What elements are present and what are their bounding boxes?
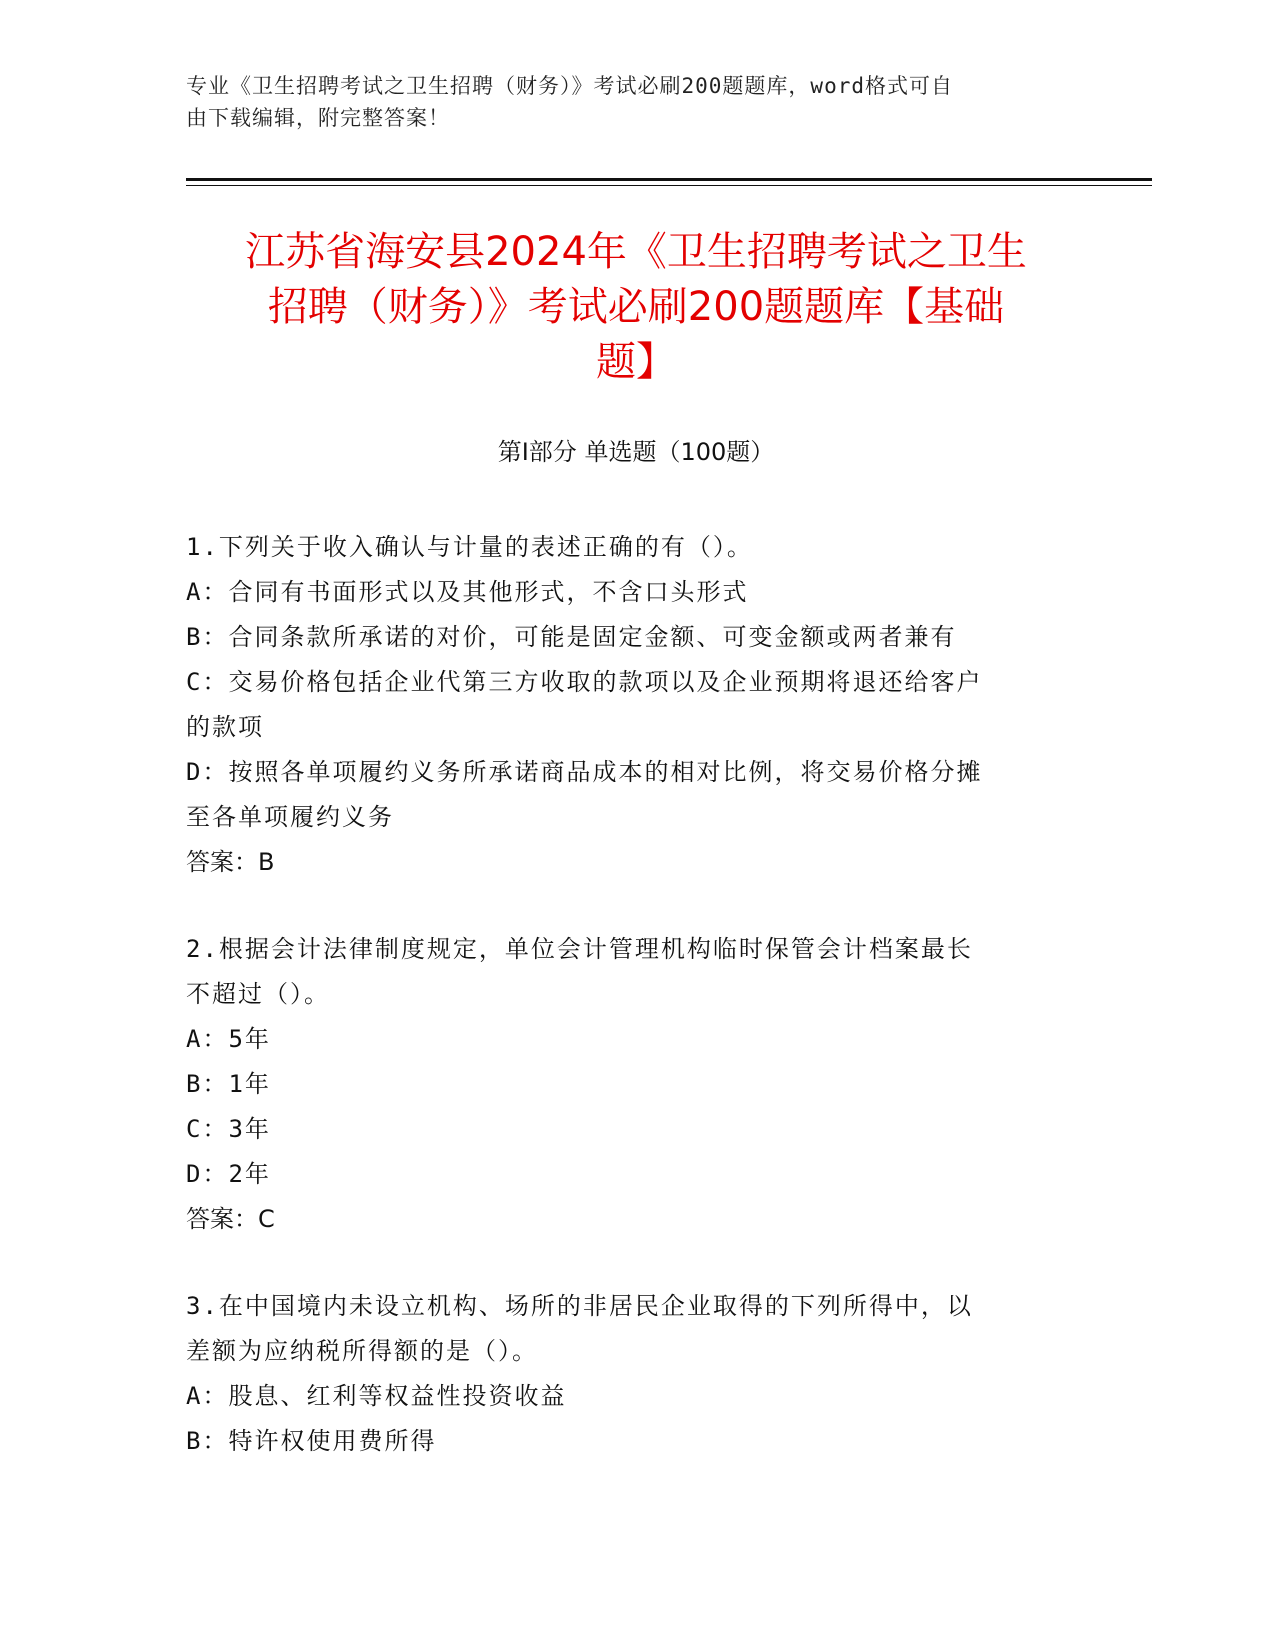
option-b: B：1年 (186, 1070, 271, 1098)
option-c-continued: 的款项 (186, 713, 264, 741)
question-item (186, 927, 1086, 1242)
header-line-1: 专业《卫生招聘考试之卫生招聘（财务）》考试必刷200题题库，word格式可自 (186, 74, 953, 98)
option-a: A：5年 (186, 1025, 271, 1053)
title-line-2: 招聘（财务）》考试必刷200题题库【基础 (267, 284, 1005, 330)
header-rule-thick (186, 178, 1152, 181)
option-d: D：2年 (186, 1160, 271, 1188)
question-stem: 1.下列关于收入确认与计量的表述正确的有（）。 (186, 533, 753, 561)
option-d: D：按照各单项履约义务所承诺商品成本的相对比例，将交易价格分摊 (186, 758, 983, 786)
answer: 答案：B (186, 848, 275, 876)
option-c: C：交易价格包括企业代第三方收取的款项以及企业预期将退还给客户 (186, 668, 983, 696)
title-line-3: 题】 (596, 339, 676, 385)
question-stem-continued: 不超过（）。 (186, 980, 330, 1008)
question-stem-continued: 差额为应纳税所得额的是（）。 (186, 1337, 538, 1365)
option-b: B：合同条款所承诺的对价，可能是固定金额、可变金额或两者兼有 (186, 623, 957, 651)
option-d-continued: 至各单项履约义务 (186, 803, 394, 831)
question-stem: 3.在中国境内未设立机构、场所的非居民企业取得的下列所得中，以 (186, 1292, 973, 1320)
section-heading: 第Ⅰ部分 单选题（100题） (497, 438, 775, 466)
option-c: C：3年 (186, 1115, 271, 1143)
option-a: A：股息、红利等权益性投资收益 (186, 1382, 567, 1410)
document-title (186, 225, 1086, 390)
option-b: B：特许权使用费所得 (186, 1427, 437, 1455)
question-item (186, 525, 1086, 885)
question-stem: 2.根据会计法律制度规定，单位会计管理机构临时保管会计档案最长 (186, 935, 973, 963)
header-rule-thin (186, 185, 1152, 186)
question-list (186, 525, 1086, 1506)
document-header (186, 70, 1066, 134)
answer: 答案：C (186, 1205, 275, 1233)
option-a: A：合同有书面形式以及其他形式，不含口头形式 (186, 578, 749, 606)
title-line-1: 江苏省海安县2024年《卫生招聘考试之卫生 (245, 229, 1027, 275)
header-line-2: 由下载编辑，附完整答案！ (186, 106, 450, 130)
question-item (186, 1284, 1086, 1464)
